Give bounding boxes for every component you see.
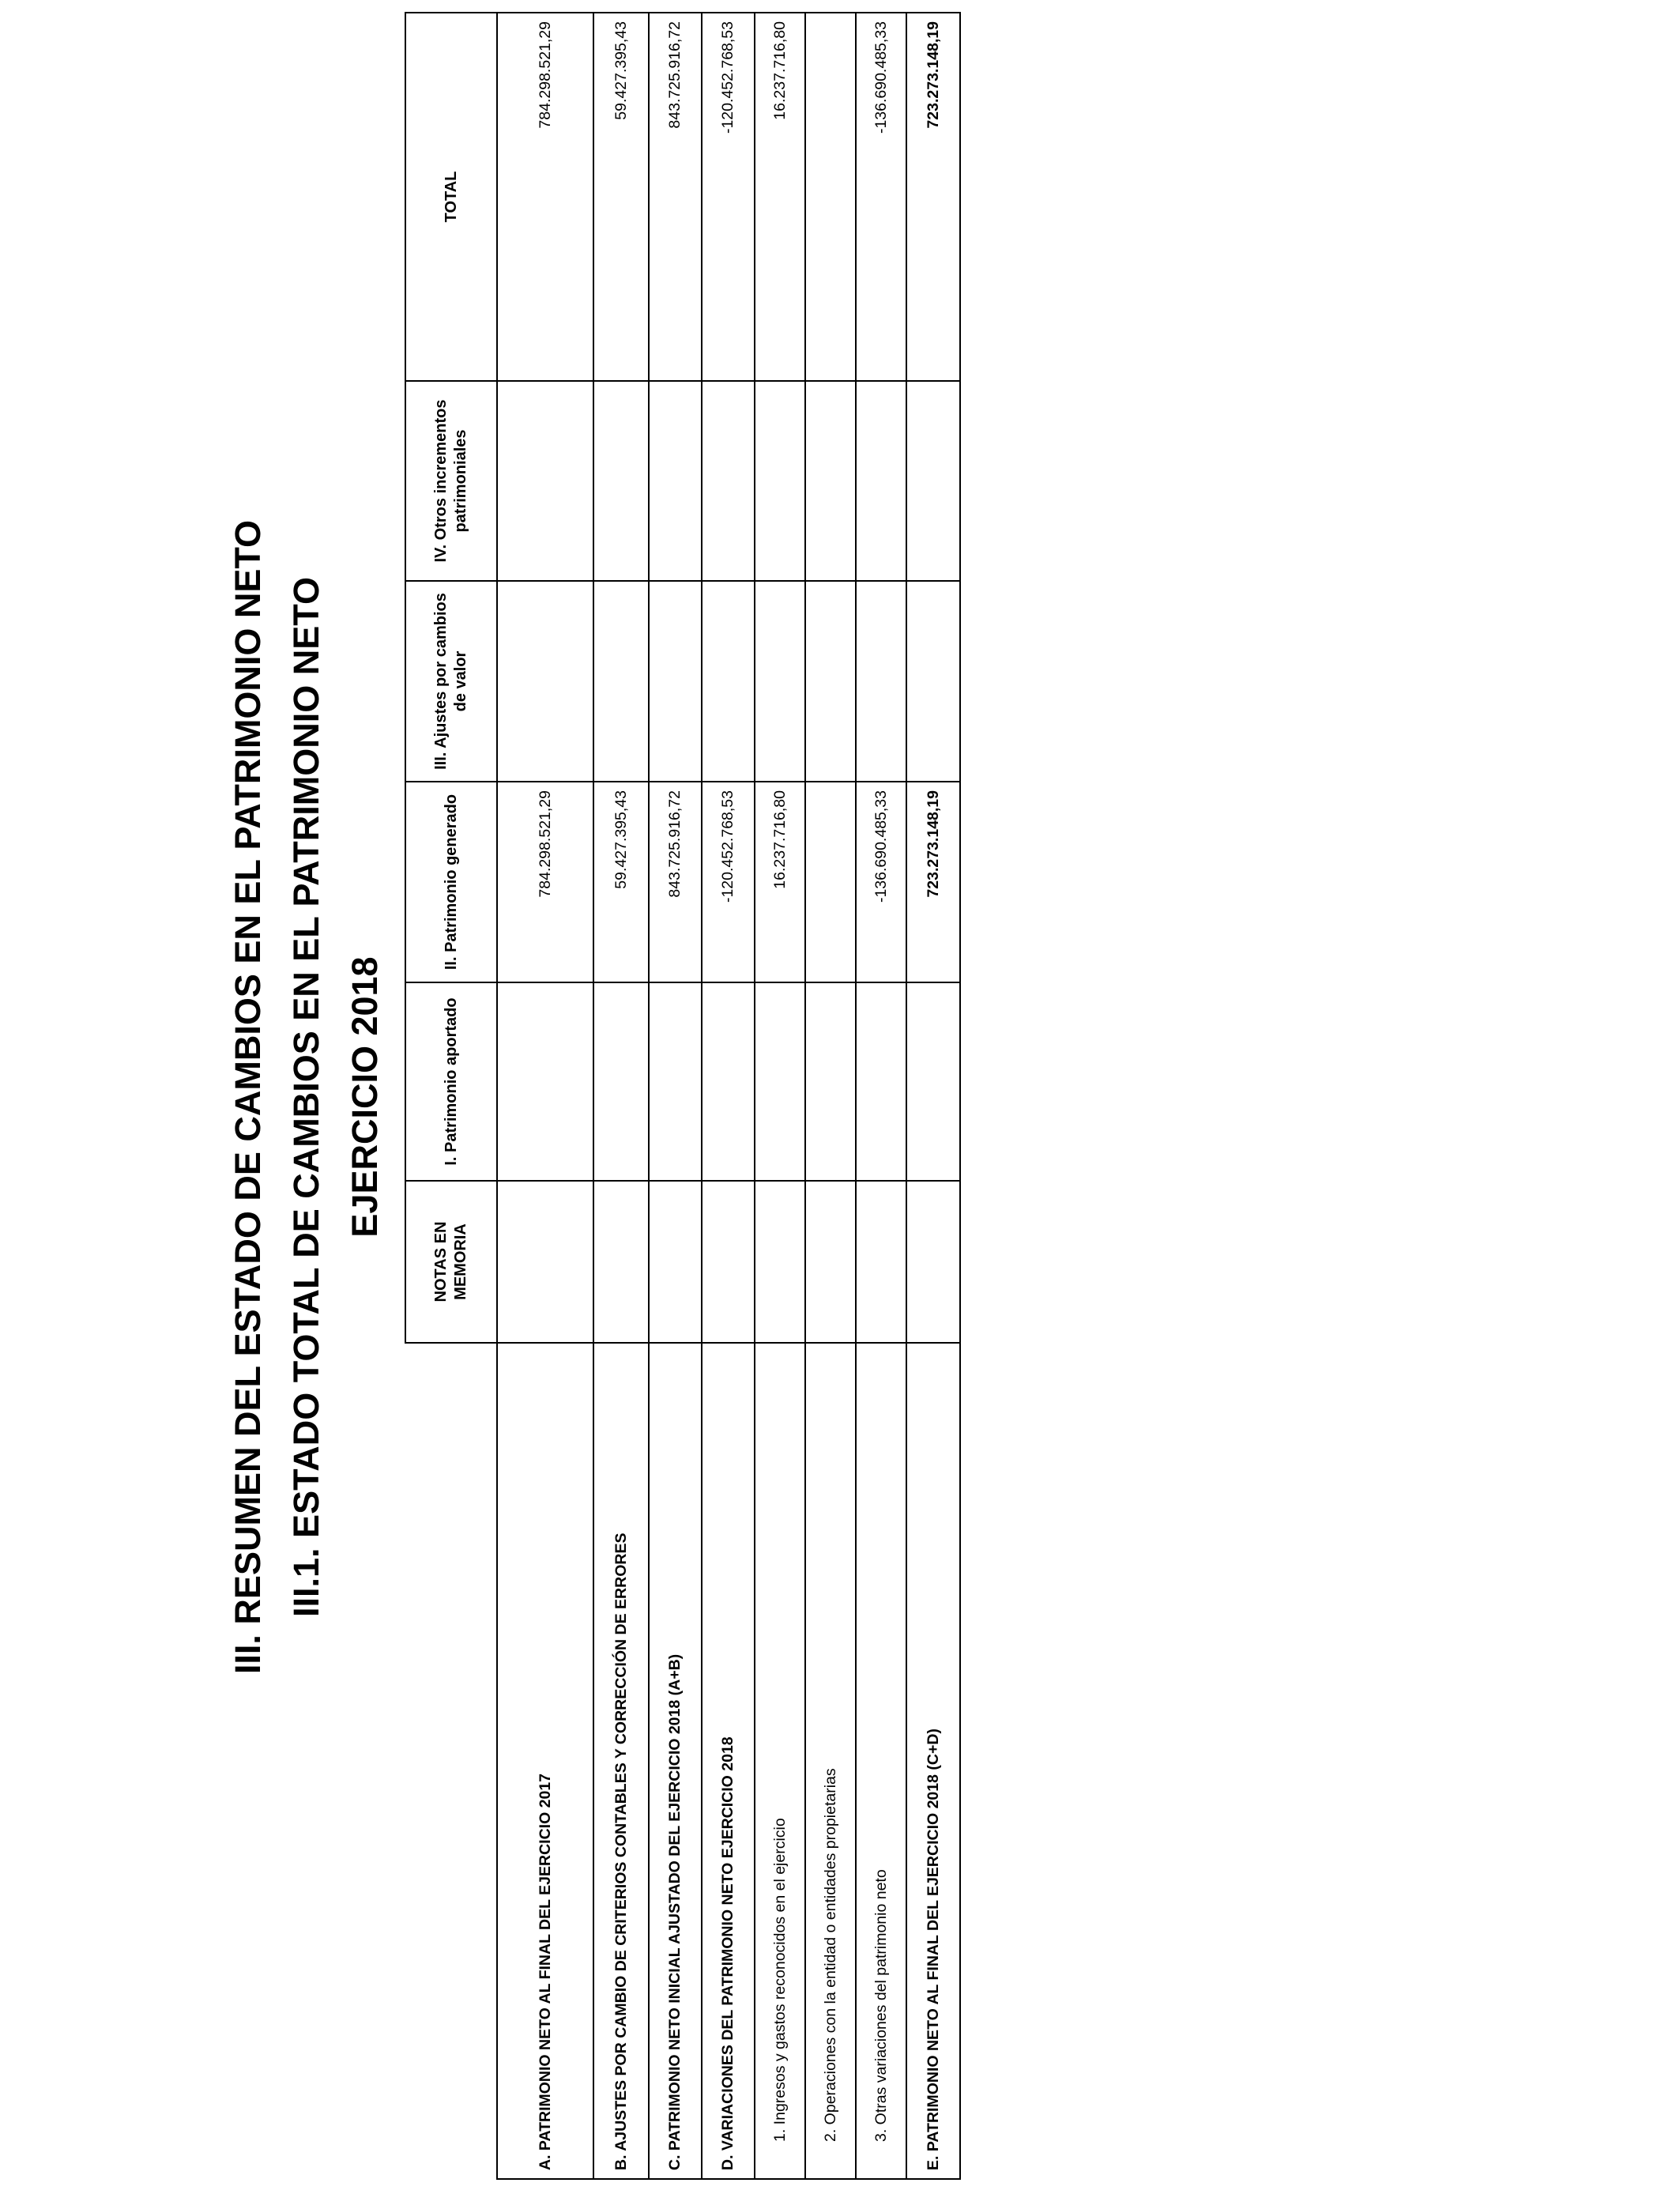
cell-notas (702, 1181, 755, 1343)
table-row (702, 13, 755, 2179)
table-row (497, 13, 593, 2179)
cell-generado: 16.237.716,80 (755, 782, 805, 982)
cell-notas (497, 1181, 593, 1343)
cell-ajustes (649, 581, 702, 782)
row-label: 3. Otras variaciones del patrimonio neto (856, 1343, 906, 2179)
table-row (906, 13, 960, 2179)
cell-generado: 784.298.521,29 (497, 782, 593, 982)
cell-total: 723.273.148,19 (906, 13, 960, 381)
row-label: E. PATRIMONIO NETO AL FINAL DEL EJERCICIO 2018 (C+D) (906, 1343, 960, 2179)
header-row (405, 13, 497, 2179)
table-row (805, 13, 856, 2179)
cell-otros (906, 381, 960, 581)
cell-aportado (805, 982, 856, 1181)
header-corner (405, 1343, 497, 2179)
cell-aportado (702, 982, 755, 1181)
cell-generado (805, 782, 856, 982)
cell-otros (497, 381, 593, 581)
col-header-aportado: I. Patrimonio aportado (405, 982, 497, 1181)
cell-total: 843.725.916,72 (649, 13, 702, 381)
cell-generado: 59.427.395,43 (593, 782, 649, 982)
cell-notas (593, 1181, 649, 1343)
cell-aportado (856, 982, 906, 1181)
cell-total: -120.452.768,53 (702, 13, 755, 381)
cell-ajustes (805, 581, 856, 782)
col-header-otros: IV. Otros incrementos patrimoniales (405, 381, 497, 581)
cell-total (805, 13, 856, 381)
col-header-generado: II. Patrimonio generado (405, 782, 497, 982)
cell-otros (805, 381, 856, 581)
cell-total: -136.690.485,33 (856, 13, 906, 381)
col-header-notas: NOTAS EN MEMORIA (405, 1181, 497, 1343)
cell-aportado (593, 982, 649, 1181)
cell-ajustes (906, 581, 960, 782)
cell-ajustes (497, 581, 593, 782)
cell-otros (649, 381, 702, 581)
cell-otros (755, 381, 805, 581)
cell-otros (593, 381, 649, 581)
col-header-ajustes: III. Ajustes por cambios de valor (405, 581, 497, 782)
row-label: B. AJUSTES POR CAMBIO DE CRITERIOS CONTABLES Y CORRECCIÓN DE ERRORES (593, 1343, 649, 2179)
cell-ajustes (593, 581, 649, 782)
row-label: D. VARIACIONES DEL PATRIMONIO NETO EJERCICIO 2018 (702, 1343, 755, 2179)
row-label: A. PATRIMONIO NETO AL FINAL DEL EJERCICIO 2017 (497, 1343, 593, 2179)
cell-aportado (755, 982, 805, 1181)
col-header-total: TOTAL (405, 13, 497, 381)
table-row (755, 13, 805, 2179)
cell-otros (702, 381, 755, 581)
cell-notas (649, 1181, 702, 1343)
row-label: 1. Ingresos y gastos reconocidos en el ejercicio (755, 1343, 805, 2179)
cell-ajustes (755, 581, 805, 782)
cell-ajustes (856, 581, 906, 782)
cell-aportado (497, 982, 593, 1181)
cell-total: 784.298.521,29 (497, 13, 593, 381)
table-row (649, 13, 702, 2179)
table-row (856, 13, 906, 2179)
main-title: III. RESUMEN DEL ESTADO DE CAMBIOS EN EL PATRIMONIO NETO (228, 519, 268, 1675)
cell-generado: -120.452.768,53 (702, 782, 755, 982)
cell-otros (856, 381, 906, 581)
cell-aportado (649, 982, 702, 1181)
cell-total: 16.237.716,80 (755, 13, 805, 381)
cell-generado: 723.273.148,19 (906, 782, 960, 982)
section-title: III.1. ESTADO TOTAL DE CAMBIOS EN EL PATRIMONIO NETO (286, 577, 326, 1617)
cell-notas (856, 1181, 906, 1343)
cell-notas (755, 1181, 805, 1343)
cell-generado: -136.690.485,33 (856, 782, 906, 982)
row-label: C. PATRIMONIO NETO INICIAL AJUSTADO DEL EJERCICIO 2018 (A+B) (649, 1343, 702, 2179)
year-title: EJERCICIO 2018 (345, 956, 385, 1238)
cell-notas (805, 1181, 856, 1343)
table-row (593, 13, 649, 2179)
cell-generado: 843.725.916,72 (649, 782, 702, 982)
cell-notas (906, 1181, 960, 1343)
cell-total: 59.427.395,43 (593, 13, 649, 381)
equity-changes-table (405, 12, 961, 2180)
row-label: 2. Operaciones con la entidad o entidades propietarias (805, 1343, 856, 2179)
cell-ajustes (702, 581, 755, 782)
cell-aportado (906, 982, 960, 1181)
